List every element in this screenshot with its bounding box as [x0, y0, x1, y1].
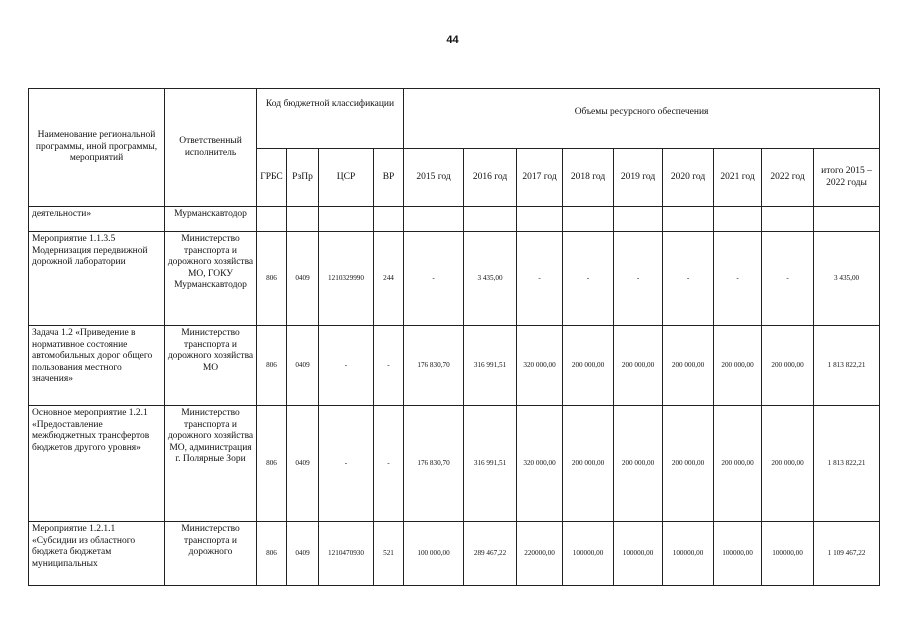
row-value-5: -	[663, 232, 714, 326]
row-name: деятельности»	[29, 207, 165, 232]
row-value-5: 100000,00	[663, 522, 714, 586]
header-name: Наименование региональной программы, иной программы, мероприятий	[29, 89, 165, 207]
row-rzpr: 0409	[287, 522, 319, 586]
row-value-7: 200 000,00	[762, 326, 814, 406]
header-year-2021: 2021 год	[714, 149, 762, 207]
row-value-1	[464, 207, 517, 232]
row-grbs: 806	[257, 326, 287, 406]
row-csr: -	[319, 406, 374, 522]
row-value-4: -	[614, 232, 663, 326]
row-vr: -	[374, 406, 404, 522]
row-vr: 521	[374, 522, 404, 586]
row-value-0: 100 000,00	[404, 522, 464, 586]
row-value-7: 100000,00	[762, 522, 814, 586]
row-value-4: 200 000,00	[614, 406, 663, 522]
row-grbs	[257, 207, 287, 232]
page-number: 44	[446, 34, 459, 46]
row-value-3: 200 000,00	[563, 326, 614, 406]
header-resources: Объемы ресурсного обеспечения	[404, 89, 880, 149]
header-year-2015: 2015 год	[404, 149, 464, 207]
row-executor: Мурманскавтодор	[165, 207, 257, 232]
row-value-2: 320 000,00	[517, 326, 563, 406]
row-value-6: 200 000,00	[714, 326, 762, 406]
row-value-8: 3 435,00	[814, 232, 880, 326]
table-row	[29, 207, 880, 232]
header-year-2018: 2018 год	[563, 149, 614, 207]
header-code-grbs: ГРБС	[257, 149, 287, 207]
row-value-2	[517, 207, 563, 232]
row-name: Мероприятие 1.2.1.1 «Субсидии из областного бюджета бюджетам муниципальных	[29, 522, 165, 586]
table-row	[29, 406, 880, 522]
row-rzpr	[287, 207, 319, 232]
row-value-0	[404, 207, 464, 232]
row-value-3: 200 000,00	[563, 406, 614, 522]
header-code-vr: ВР	[374, 149, 404, 207]
row-value-0: 176 830,70	[404, 326, 464, 406]
row-value-4	[614, 207, 663, 232]
row-csr: 1210470930	[319, 522, 374, 586]
row-value-1: 3 435,00	[464, 232, 517, 326]
row-name: Мероприятие 1.1.3.5 Модернизация передвижной дорожной лаборатории	[29, 232, 165, 326]
row-value-3: -	[563, 232, 614, 326]
table-body	[29, 207, 880, 586]
row-csr: -	[319, 326, 374, 406]
row-executor: Министерство транспорта и дорожного	[165, 522, 257, 586]
row-value-6: 200 000,00	[714, 406, 762, 522]
header-year-total: итого 2015 – 2022 годы	[814, 149, 880, 207]
row-value-2: -	[517, 232, 563, 326]
header-year-2020: 2020 год	[663, 149, 714, 207]
row-value-6: 100000,00	[714, 522, 762, 586]
row-value-2: 320 000,00	[517, 406, 563, 522]
row-executor: Министерство транспорта и дорожного хозяйства МО	[165, 326, 257, 406]
row-value-4: 100000,00	[614, 522, 663, 586]
row-vr: -	[374, 326, 404, 406]
header-budget-code: Код бюджетной классификации	[257, 89, 404, 149]
row-value-5: 200 000,00	[663, 406, 714, 522]
row-grbs: 806	[257, 232, 287, 326]
row-executor: Министерство транспорта и дорожного хозяйства МО, ГОКУ Мурманскавтодор	[165, 232, 257, 326]
row-vr	[374, 207, 404, 232]
row-value-0: 176 830,70	[404, 406, 464, 522]
row-value-7: -	[762, 232, 814, 326]
row-grbs: 806	[257, 522, 287, 586]
row-name: Основное мероприятие 1.2.1 «Предоставление межбюджетных трансфертов бюджетов другого уровня»	[29, 406, 165, 522]
header-year-2017: 2017 год	[517, 149, 563, 207]
row-value-8: 1 813 822,21	[814, 406, 880, 522]
row-value-6	[714, 207, 762, 232]
table-row	[29, 522, 880, 586]
header-executor: Ответственный исполнитель	[165, 89, 257, 207]
row-rzpr: 0409	[287, 326, 319, 406]
row-value-5	[663, 207, 714, 232]
row-csr	[319, 207, 374, 232]
row-value-2: 220000,00	[517, 522, 563, 586]
row-csr: 1210329990	[319, 232, 374, 326]
header-row-1	[29, 89, 880, 149]
row-executor: Министерство транспорта и дорожного хозяйства МО, администрация г. Полярные Зори	[165, 406, 257, 522]
row-value-1: 316 991,51	[464, 326, 517, 406]
header-year-2016: 2016 год	[464, 149, 517, 207]
row-value-6: -	[714, 232, 762, 326]
table-row	[29, 232, 880, 326]
header-year-2022: 2022 год	[762, 149, 814, 207]
row-value-8	[814, 207, 880, 232]
header-code-csr: ЦСР	[319, 149, 374, 207]
row-value-8: 1 109 467,22	[814, 522, 880, 586]
header-year-2019: 2019 год	[614, 149, 663, 207]
row-grbs: 806	[257, 406, 287, 522]
header-code-rzpr: РзПр	[287, 149, 319, 207]
resource-table	[28, 88, 880, 586]
row-value-4: 200 000,00	[614, 326, 663, 406]
row-rzpr: 0409	[287, 232, 319, 326]
row-value-8: 1 813 822,21	[814, 326, 880, 406]
row-value-5: 200 000,00	[663, 326, 714, 406]
row-name: Задача 1.2 «Приведение в нормативное состояние автомобильных дорог общего пользования местного значения»	[29, 326, 165, 406]
row-value-7	[762, 207, 814, 232]
row-value-7: 200 000,00	[762, 406, 814, 522]
row-vr: 244	[374, 232, 404, 326]
row-value-3: 100000,00	[563, 522, 614, 586]
row-value-0: -	[404, 232, 464, 326]
row-value-1: 289 467,22	[464, 522, 517, 586]
row-rzpr: 0409	[287, 406, 319, 522]
row-value-1: 316 991,51	[464, 406, 517, 522]
table-row	[29, 326, 880, 406]
row-value-3	[563, 207, 614, 232]
